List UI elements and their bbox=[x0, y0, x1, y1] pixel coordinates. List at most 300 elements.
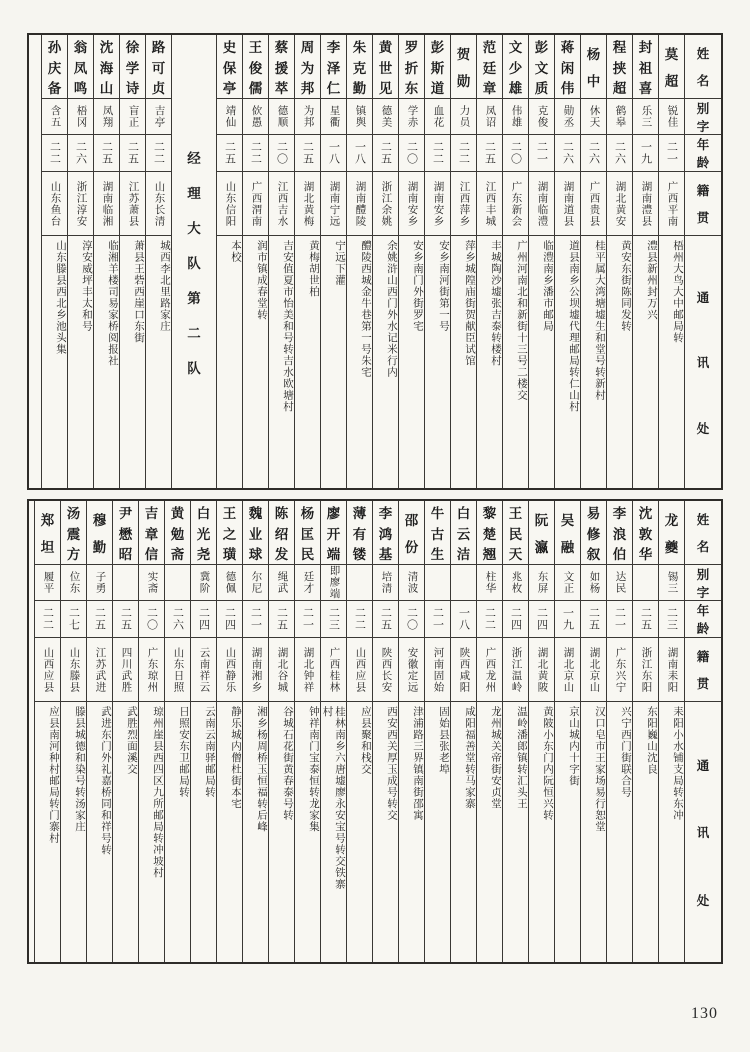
scanned-directory-page bbox=[0, 33, 750, 1052]
name-cell: 黄 世 见 bbox=[373, 35, 398, 99]
address-cell: 桂林南乡六唐墟廖永安宝号转交铁寨村 bbox=[321, 706, 345, 890]
age-cell: 二二 bbox=[42, 135, 67, 172]
name-cell: 易 修 叙 bbox=[581, 501, 606, 565]
header-cell: 通 讯 处 bbox=[696, 758, 710, 908]
header-cell: 年 龄 bbox=[685, 135, 721, 172]
courtesy-name-cell: 星衢 bbox=[321, 99, 346, 135]
age-cell: 一八 bbox=[347, 135, 372, 172]
courtesy-name-cell: 休天 bbox=[581, 99, 606, 135]
courtesy-name-cell: 佽愚 bbox=[243, 99, 268, 135]
origin-cell: 广东琼州 bbox=[139, 638, 164, 702]
origin-cell: 云南祥云 bbox=[191, 638, 216, 702]
top-register-table bbox=[27, 33, 723, 490]
age-cell: 二五 bbox=[373, 601, 398, 638]
courtesy-name-cell: 学赤 bbox=[399, 99, 424, 135]
person-column bbox=[145, 35, 171, 488]
courtesy-name-cell: 廷才 bbox=[295, 565, 320, 601]
courtesy-name-cell: 绳武 bbox=[269, 565, 294, 601]
person-column bbox=[34, 501, 60, 962]
origin-cell: 山东信阳 bbox=[217, 172, 242, 236]
origin-cell: 湖北黄安 bbox=[607, 172, 632, 236]
courtesy-name-cell: 盲正 bbox=[120, 99, 145, 135]
age-cell: 二五 bbox=[113, 601, 138, 638]
person-column bbox=[86, 501, 112, 962]
header-cell: 籍 贯 bbox=[685, 172, 721, 236]
age-cell: 二七 bbox=[61, 601, 86, 638]
header-column bbox=[684, 35, 721, 488]
address-cell: 醴陵西城金牛巷第一号朱宅 bbox=[360, 240, 371, 378]
courtesy-name-cell: 凤翔 bbox=[94, 99, 119, 135]
age-cell: 二二 bbox=[477, 601, 502, 638]
name-cell: 白 光 尧 bbox=[191, 501, 216, 565]
origin-cell: 安徽定远 bbox=[399, 638, 424, 702]
origin-cell: 江苏萧县 bbox=[120, 172, 145, 236]
address-cell: 淳安威坪丰太和号 bbox=[81, 240, 92, 332]
person-column bbox=[398, 35, 424, 488]
name-cell: 周 为 邦 bbox=[295, 35, 320, 99]
age-cell: 二一 bbox=[607, 601, 632, 638]
person-column bbox=[528, 35, 554, 488]
person-column bbox=[502, 35, 528, 488]
courtesy-name-cell: 子勇 bbox=[87, 565, 112, 601]
person-column bbox=[216, 501, 242, 962]
courtesy-name-cell: 伟雄 bbox=[503, 99, 528, 135]
person-column bbox=[216, 35, 242, 488]
age-cell: 二三 bbox=[659, 601, 684, 638]
name-cell: 王 民 天 bbox=[503, 501, 528, 565]
address-cell: 本校 bbox=[230, 240, 241, 263]
age-cell: 二五 bbox=[217, 135, 242, 172]
age-cell: 一八 bbox=[321, 135, 346, 172]
address-cell: 龙州城关帝街安贞堂 bbox=[490, 706, 501, 810]
address-cell: 黄梅胡世柏 bbox=[308, 240, 319, 298]
address-cell: 日照安东卫邮局转 bbox=[178, 706, 189, 798]
address-cell: 津浦路三界镇南街邵寓 bbox=[412, 706, 423, 821]
courtesy-name-cell bbox=[113, 565, 138, 601]
age-cell: 二五 bbox=[373, 135, 398, 172]
courtesy-name-cell: 培清 bbox=[373, 565, 398, 601]
name-cell: 蒋 闲 伟 bbox=[555, 35, 580, 99]
header-cell: 姓 名 bbox=[685, 35, 721, 99]
person-column bbox=[268, 35, 294, 488]
origin-cell: 湖南临澧 bbox=[529, 172, 554, 236]
person-column bbox=[632, 501, 658, 962]
address-cell: 桂平属大湾塘墟生和堂号转新村 bbox=[594, 240, 605, 401]
person-column bbox=[528, 501, 554, 962]
origin-cell: 浙江东阳 bbox=[633, 638, 658, 702]
person-column bbox=[112, 501, 138, 962]
age-cell: 二六 bbox=[165, 601, 190, 638]
courtesy-name-cell: 德佩 bbox=[217, 565, 242, 601]
age-cell: 二四 bbox=[529, 601, 554, 638]
address-cell: 余姚浒山西门外水记米行内 bbox=[386, 240, 397, 378]
origin-cell: 广西平南 bbox=[659, 172, 684, 236]
name-cell: 龙 夔 bbox=[659, 501, 684, 565]
courtesy-name-cell: 履平 bbox=[35, 565, 60, 601]
address-cell: 耒阳小水铺支局转东冲 bbox=[672, 706, 683, 821]
courtesy-name-cell: 柱华 bbox=[477, 565, 502, 601]
courtesy-name-cell: 克俊 bbox=[529, 99, 554, 135]
address-cell: 湘乡杨周桥玉恒福转后峰 bbox=[256, 706, 267, 833]
address-cell: 丰城陶沙墟张吉泰转楼村 bbox=[490, 240, 501, 367]
age-cell: 二五 bbox=[633, 601, 658, 638]
origin-cell: 山西应县 bbox=[35, 638, 60, 702]
origin-cell: 江西吉水 bbox=[269, 172, 294, 236]
origin-cell: 江苏武进 bbox=[87, 638, 112, 702]
origin-cell: 湖南宁远 bbox=[321, 172, 346, 236]
courtesy-name-cell: 乐三 bbox=[633, 99, 658, 135]
person-column bbox=[93, 35, 119, 488]
age-cell: 二四 bbox=[217, 601, 242, 638]
address-cell: 兴宁西门街联合号 bbox=[620, 706, 631, 798]
origin-cell: 湖北钟祥 bbox=[295, 638, 320, 702]
age-cell: 二六 bbox=[607, 135, 632, 172]
origin-cell: 广西贵县 bbox=[581, 172, 606, 236]
age-cell: 二五 bbox=[477, 135, 502, 172]
address-cell: 武进东门外礼嘉桥同和祥号转 bbox=[100, 706, 111, 856]
person-column bbox=[294, 501, 320, 962]
courtesy-name-cell: 位东 bbox=[61, 565, 86, 601]
age-cell: 二二 bbox=[146, 135, 171, 172]
age-cell: 二一 bbox=[243, 601, 268, 638]
name-cell: 阮 瀛 bbox=[529, 501, 554, 565]
address-cell: 谷城石花街黄春泰号转 bbox=[282, 706, 293, 821]
name-cell: 彭 文 质 bbox=[529, 35, 554, 99]
age-cell: 二二 bbox=[347, 601, 372, 638]
person-column bbox=[242, 501, 268, 962]
origin-cell: 山西应县 bbox=[347, 638, 372, 702]
address-cell: 澧县新州封万兴 bbox=[646, 240, 657, 321]
courtesy-name-cell bbox=[347, 565, 372, 601]
age-cell: 二五 bbox=[581, 601, 606, 638]
age-cell: 二〇 bbox=[139, 601, 164, 638]
name-cell: 李 浪 伯 bbox=[607, 501, 632, 565]
courtesy-name-cell: 实斋 bbox=[139, 565, 164, 601]
courtesy-name-cell: 德顺 bbox=[269, 99, 294, 135]
courtesy-name-cell bbox=[451, 565, 476, 601]
origin-cell: 广东新会 bbox=[503, 172, 528, 236]
address-cell: 吉安值夏市怡美和号转吉水欧塘村 bbox=[282, 240, 293, 413]
address-cell: 萍乡城隍庙街贺献臣试馆 bbox=[464, 240, 475, 367]
person-column bbox=[41, 35, 67, 488]
courtesy-name-cell: 梧冈 bbox=[68, 99, 93, 135]
address-cell: 城西李北里路家庄 bbox=[159, 240, 170, 332]
courtesy-name-cell: 清波 bbox=[399, 565, 424, 601]
name-cell: 朱 克 勤 bbox=[347, 35, 372, 99]
address-cell: 汉口皂市王家场易行恕堂 bbox=[594, 706, 605, 833]
name-cell: 王 俊 儒 bbox=[243, 35, 268, 99]
origin-cell: 广西渭南 bbox=[243, 172, 268, 236]
address-cell: 咸阳福善堂转马家寨 bbox=[464, 706, 475, 810]
address-cell: 温岭潘郎镇转汇头王 bbox=[516, 706, 527, 810]
name-cell: 牛 古 生 bbox=[425, 501, 450, 565]
person-column bbox=[294, 35, 320, 488]
courtesy-name-cell: 为邦 bbox=[295, 99, 320, 135]
courtesy-name-cell: 靖仙 bbox=[217, 99, 242, 135]
age-cell: 二二 bbox=[451, 135, 476, 172]
courtesy-name-cell: 东屏 bbox=[529, 565, 554, 601]
address-cell: 临澧南乡潘市邮局 bbox=[542, 240, 553, 332]
courtesy-name-cell: 锐佳 bbox=[659, 99, 684, 135]
address-cell: 萧县王砦西崖口东街 bbox=[133, 240, 144, 344]
person-column bbox=[424, 35, 450, 488]
address-cell: 道县南乡公坝墟代理邮局转仁山村 bbox=[568, 240, 579, 413]
person-column bbox=[67, 35, 93, 488]
header-cell: 别 字 bbox=[685, 99, 721, 135]
address-cell: 黄安东街陈同发转 bbox=[620, 240, 631, 332]
address-cell: 武胜烈面溪交 bbox=[126, 706, 137, 775]
origin-cell: 湖北谷城 bbox=[269, 638, 294, 702]
name-cell: 王 之 璜 bbox=[217, 501, 242, 565]
age-cell: 二五 bbox=[120, 135, 145, 172]
person-column bbox=[398, 501, 424, 962]
name-cell: 尹 懋 昭 bbox=[113, 501, 138, 565]
name-cell: 范 廷 章 bbox=[477, 35, 502, 99]
address-cell: 云南云南驿邮局转 bbox=[204, 706, 215, 798]
name-cell: 李 泽 仁 bbox=[321, 35, 346, 99]
origin-cell: 湖南安乡 bbox=[399, 172, 424, 236]
name-cell: 郑 坦 bbox=[35, 501, 60, 565]
courtesy-name-cell: 镇舆 bbox=[347, 99, 372, 135]
address-cell: 梧州大鸟大中邮局转 bbox=[672, 240, 683, 344]
person-column bbox=[119, 35, 145, 488]
name-cell: 罗 折 东 bbox=[399, 35, 424, 99]
age-cell: 二四 bbox=[191, 601, 216, 638]
origin-cell: 陕西咸阳 bbox=[451, 638, 476, 702]
person-column bbox=[450, 501, 476, 962]
name-cell: 沈 海 山 bbox=[94, 35, 119, 99]
courtesy-name-cell: 冀阶 bbox=[191, 565, 216, 601]
person-column bbox=[60, 501, 86, 962]
page-number: 130 bbox=[691, 1005, 718, 1022]
person-column bbox=[580, 501, 606, 962]
name-cell: 穆 勤 bbox=[87, 501, 112, 565]
courtesy-name-cell: 含五 bbox=[42, 99, 67, 135]
origin-cell: 湖南临湘 bbox=[94, 172, 119, 236]
address-cell: 广州河南北和新街十三号二楼交 bbox=[516, 240, 527, 401]
person-column bbox=[606, 35, 632, 488]
name-cell: 文 少 雄 bbox=[503, 35, 528, 99]
age-cell: 二三 bbox=[321, 601, 346, 638]
origin-cell: 江西丰城 bbox=[477, 172, 502, 236]
address-cell: 安乡南河街第一号 bbox=[438, 240, 449, 332]
person-column bbox=[424, 501, 450, 962]
person-column bbox=[658, 35, 684, 488]
origin-cell: 山东滕县 bbox=[61, 638, 86, 702]
person-column bbox=[372, 35, 398, 488]
courtesy-name-cell: 尔尼 bbox=[243, 565, 268, 601]
section-label-column bbox=[171, 35, 216, 488]
name-cell: 杨 中 bbox=[581, 35, 606, 99]
person-column bbox=[554, 501, 580, 962]
origin-cell: 广西龙州 bbox=[477, 638, 502, 702]
origin-cell: 四川武胜 bbox=[113, 638, 138, 702]
origin-cell: 山西静乐 bbox=[217, 638, 242, 702]
origin-cell: 广东兴宁 bbox=[607, 638, 632, 702]
person-column bbox=[580, 35, 606, 488]
age-cell: 二一 bbox=[425, 601, 450, 638]
courtesy-name-cell: 锡三 bbox=[659, 565, 684, 601]
courtesy-name-cell: 吉亭 bbox=[146, 99, 171, 135]
courtesy-name-cell bbox=[425, 565, 450, 601]
origin-cell: 浙江余姚 bbox=[373, 172, 398, 236]
origin-cell: 山东鱼台 bbox=[42, 172, 67, 236]
origin-cell: 湖南湘乡 bbox=[243, 638, 268, 702]
name-cell: 陈 绍 发 bbox=[269, 501, 294, 565]
origin-cell: 湖南道县 bbox=[555, 172, 580, 236]
person-column bbox=[658, 501, 684, 962]
courtesy-name-cell: 勋丞 bbox=[555, 99, 580, 135]
courtesy-name-cell: 鹤皋 bbox=[607, 99, 632, 135]
person-column bbox=[138, 501, 164, 962]
name-cell: 徐 学 诗 bbox=[120, 35, 145, 99]
age-cell: 二一 bbox=[659, 135, 684, 172]
name-cell: 黄 勉 斋 bbox=[165, 501, 190, 565]
origin-cell: 湖南耒阳 bbox=[659, 638, 684, 702]
header-column bbox=[684, 501, 721, 962]
address-cell: 滕县城德和染号转汤家庄 bbox=[74, 706, 85, 833]
origin-cell: 河南固始 bbox=[425, 638, 450, 702]
person-column bbox=[346, 501, 372, 962]
person-column bbox=[554, 35, 580, 488]
origin-cell: 湖南醴陵 bbox=[347, 172, 372, 236]
header-cell: 籍 贯 bbox=[685, 638, 721, 702]
courtesy-name-cell: 力员 bbox=[451, 99, 476, 135]
name-cell: 封 祖 喜 bbox=[633, 35, 658, 99]
name-cell: 李 鸿 基 bbox=[373, 501, 398, 565]
address-cell: 琼州崖县西四区九所邮局转冲坡村 bbox=[152, 706, 163, 879]
origin-cell: 山东长清 bbox=[146, 172, 171, 236]
person-column bbox=[606, 501, 632, 962]
address-cell: 京山城内十字街 bbox=[568, 706, 579, 787]
name-cell: 路 可 贞 bbox=[146, 35, 171, 99]
age-cell: 二〇 bbox=[503, 135, 528, 172]
age-cell: 二六 bbox=[68, 135, 93, 172]
age-cell: 二一 bbox=[295, 601, 320, 638]
name-cell: 贺 勋 bbox=[451, 35, 476, 99]
origin-cell: 江西萍乡 bbox=[451, 172, 476, 236]
name-cell: 史 保 亭 bbox=[217, 35, 242, 99]
address-cell: 西安西关厚玉成号转交 bbox=[386, 706, 397, 821]
origin-cell: 湖南安乡 bbox=[425, 172, 450, 236]
name-cell: 吴 融 bbox=[555, 501, 580, 565]
name-cell: 汤 震 方 bbox=[61, 501, 86, 565]
name-cell: 沈 敦 华 bbox=[633, 501, 658, 565]
person-column bbox=[632, 35, 658, 488]
age-cell: 二五 bbox=[295, 135, 320, 172]
origin-cell: 浙江温岭 bbox=[503, 638, 528, 702]
courtesy-name-cell: 兆枚 bbox=[503, 565, 528, 601]
header-cell: 年 龄 bbox=[685, 601, 721, 638]
origin-cell: 湖南澧县 bbox=[633, 172, 658, 236]
courtesy-name-cell: 文正 bbox=[555, 565, 580, 601]
courtesy-name-cell: 如杨 bbox=[581, 565, 606, 601]
name-cell: 邵 份 bbox=[399, 501, 424, 565]
name-cell: 白 云 洁 bbox=[451, 501, 476, 565]
courtesy-name-cell: 即廖端 bbox=[321, 565, 346, 601]
person-column bbox=[320, 35, 346, 488]
name-cell: 廖 开 端 bbox=[321, 501, 346, 565]
name-cell: 翁 凤 鸣 bbox=[68, 35, 93, 99]
address-cell: 安乡南门外街罗宅 bbox=[412, 240, 423, 332]
age-cell: 二四 bbox=[503, 601, 528, 638]
person-column bbox=[476, 35, 502, 488]
courtesy-name-cell bbox=[633, 565, 658, 601]
address-cell: 山东滕县西北乡池头集 bbox=[55, 240, 66, 355]
address-cell: 润市镇成春堂转 bbox=[256, 240, 267, 321]
person-column bbox=[372, 501, 398, 962]
age-cell: 二二 bbox=[425, 135, 450, 172]
address-cell: 应县聚和栈交 bbox=[360, 706, 371, 775]
age-cell: 二二 bbox=[35, 601, 60, 638]
origin-cell: 湖北黄陂 bbox=[529, 638, 554, 702]
courtesy-name-cell: 血花 bbox=[425, 99, 450, 135]
header-cell: 通 讯 处 bbox=[696, 290, 710, 436]
name-cell: 杨 匡 民 bbox=[295, 501, 320, 565]
courtesy-name-cell: 凤诏 bbox=[477, 99, 502, 135]
header-cell: 别 字 bbox=[685, 565, 721, 601]
age-cell: 二〇 bbox=[269, 135, 294, 172]
age-cell: 二六 bbox=[555, 135, 580, 172]
origin-cell: 湖北黄梅 bbox=[295, 172, 320, 236]
name-cell: 魏 业 球 bbox=[243, 501, 268, 565]
age-cell: 二五 bbox=[269, 601, 294, 638]
age-cell: 二一 bbox=[529, 135, 554, 172]
name-cell: 吉 章 信 bbox=[139, 501, 164, 565]
person-column bbox=[320, 501, 346, 962]
address-cell: 黄陂小东门内阮恒兴转 bbox=[542, 706, 553, 821]
name-cell: 薄 有 镂 bbox=[347, 501, 372, 565]
address-cell: 宁远下灌 bbox=[334, 240, 345, 286]
origin-cell: 陕西长安 bbox=[373, 638, 398, 702]
address-cell: 应县南河种村邮局转门寨村 bbox=[48, 706, 59, 844]
address-cell: 临湘羊楼司易家桥阅报社 bbox=[107, 240, 118, 367]
origin-cell: 浙江淳安 bbox=[68, 172, 93, 236]
age-cell: 二二 bbox=[243, 135, 268, 172]
age-cell: 一九 bbox=[555, 601, 580, 638]
address-cell: 静乐城内僧杜街本宅 bbox=[230, 706, 241, 810]
age-cell: 二五 bbox=[87, 601, 112, 638]
page-sheet bbox=[0, 33, 750, 964]
person-column bbox=[450, 35, 476, 488]
courtesy-name-cell: 达民 bbox=[607, 565, 632, 601]
origin-cell: 湖北京山 bbox=[555, 638, 580, 702]
courtesy-name-cell: 德美 bbox=[373, 99, 398, 135]
origin-cell: 山东日照 bbox=[165, 638, 190, 702]
origin-cell: 广西桂林 bbox=[321, 638, 346, 702]
age-cell: 二〇 bbox=[399, 135, 424, 172]
address-cell: 固始县张老埠 bbox=[438, 706, 449, 775]
age-cell: 一八 bbox=[451, 601, 476, 638]
name-cell: 蔡 援 萃 bbox=[269, 35, 294, 99]
age-cell: 二五 bbox=[94, 135, 119, 172]
person-column bbox=[190, 501, 216, 962]
address-cell: 东阳巍山沈良 bbox=[646, 706, 657, 775]
name-cell: 彭 斯 道 bbox=[425, 35, 450, 99]
courtesy-name-cell bbox=[165, 565, 190, 601]
section-label: 经 理 大 队 第 二 队 bbox=[187, 150, 201, 376]
age-cell: 一九 bbox=[633, 135, 658, 172]
person-column bbox=[346, 35, 372, 488]
header-cell: 姓 名 bbox=[685, 501, 721, 565]
age-cell: 二〇 bbox=[399, 601, 424, 638]
age-cell: 二六 bbox=[581, 135, 606, 172]
name-cell: 黎 楚 翘 bbox=[477, 501, 502, 565]
origin-cell: 湖北京山 bbox=[581, 638, 606, 702]
name-cell: 莫 超 bbox=[659, 35, 684, 99]
bottom-register-table bbox=[27, 499, 723, 964]
person-column bbox=[242, 35, 268, 488]
